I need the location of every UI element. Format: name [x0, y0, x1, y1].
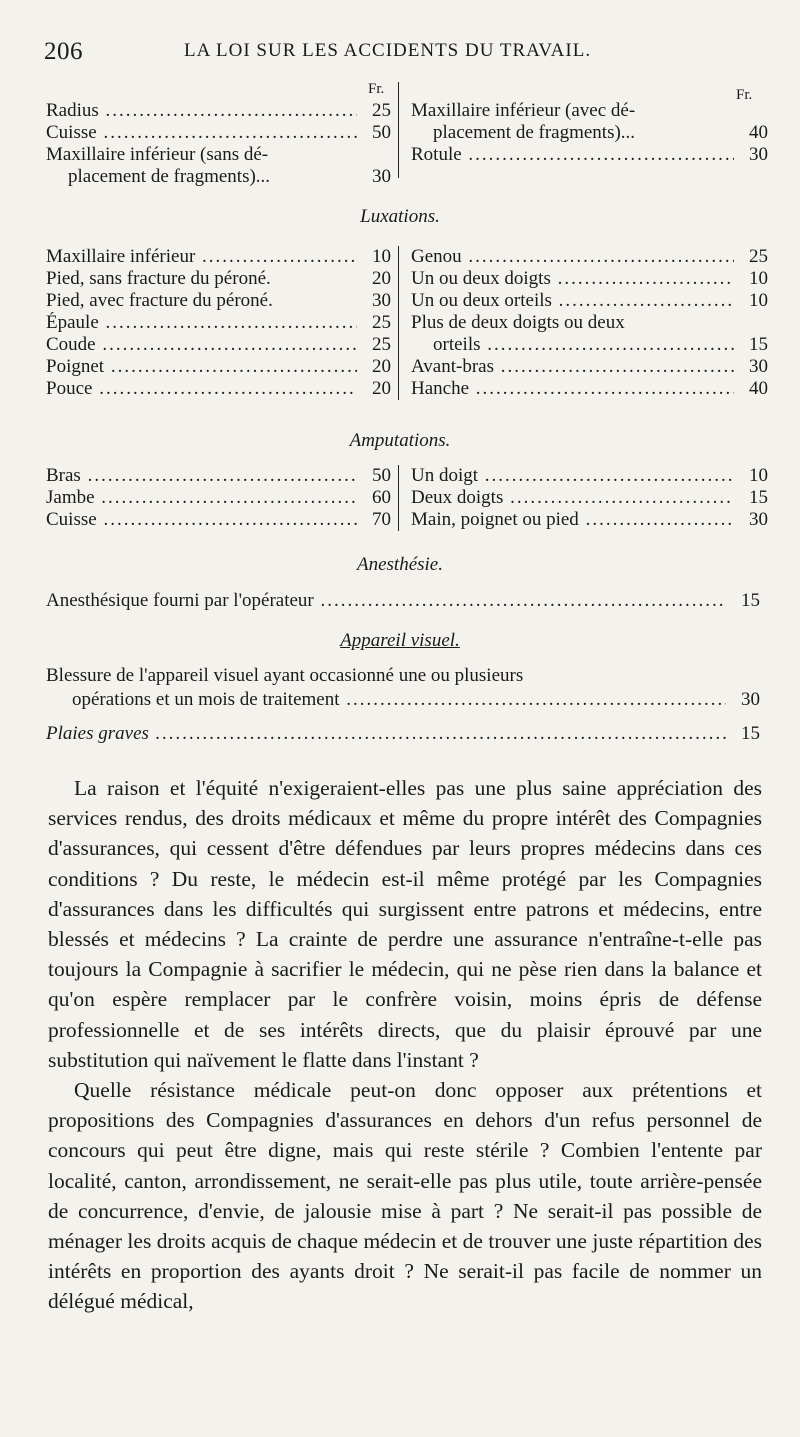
table-row: Poignet ..... 20 — [46, 356, 391, 378]
amputations-left-column — [46, 465, 391, 531]
table-row: Radius ..... 25 — [46, 100, 391, 122]
table-row: Pied, sans fracture du péroné. 20 — [46, 268, 391, 289]
table-row: Un doigt ..... 10 — [411, 465, 768, 487]
table-row: Bras ..... 50 — [46, 465, 391, 487]
table-row: placement de fragments)... 40 — [433, 122, 768, 143]
section-title-luxations: Luxations. — [360, 206, 440, 227]
table-row: Pouce ..... 20 — [46, 378, 391, 400]
appareil-visuel-line2: opérations et un mois de traitement ..... 30 — [46, 689, 760, 711]
appareil-visuel-line1: Blessure de l'appareil visuel ayant occasionné une ou plusieurs — [46, 665, 524, 686]
plaies-graves-row: Plaies graves ..... 15 — [46, 723, 760, 745]
table-row: Jambe ..... 60 — [46, 487, 391, 509]
amputations-right-column — [398, 465, 768, 531]
unit-left: Fr. — [368, 81, 385, 97]
anesthesie-row: Anesthésique fourni par l'opérateur ..... 15 — [46, 590, 760, 612]
table-row: Pied, avec fracture du péroné. 30 — [46, 290, 391, 311]
section-title-anesthesie: Anesthésie. — [356, 554, 443, 575]
body-text — [48, 773, 762, 1317]
unit-right: Fr. — [736, 87, 753, 103]
table-row: Un ou deux doigts ..... 10 — [411, 268, 768, 290]
section-title-amputations: Amputations. — [349, 430, 451, 451]
table-row: Cuisse ..... 70 — [46, 509, 391, 531]
table-row: Genou ..... 25 — [411, 246, 768, 268]
table-row: Épaule ..... 25 — [46, 312, 391, 334]
table-row: Un ou deux orteils ..... 10 — [411, 290, 768, 312]
page-header — [44, 38, 764, 68]
table-row: orteils ..... 15 — [411, 334, 768, 356]
running-title: LA LOI SUR LES ACCIDENTS DU TRAVAIL. — [184, 40, 592, 61]
paragraph: La raison et l'équité n'exigeraient-elles pas une plus saine appréciation des services rendus, des droits médicaux et même du propre intérêt des Compagnies d'assurances, qui cessent d'être défendues par leurs propres médecins dans ces conditions ? Du reste, le médecin est-il même protégé par les Compagnies d'assurances dans les difficultés qui surgissent entre patrons et médecins, entre blessés et médecins ? La crainte de perdre une assurance n'entraîne-t-elle pas toujours la Compagnie à sacrifier le médecin, qui ne pèse rien dans la balance et qu'on espère remplacer par le confrère voisin, moins épris de défense professionnelle et de ses intérêts directs, que du plaisir éprouvé par une substitution qui naïvement le flatte dans l'instant ? — [48, 776, 762, 1072]
table-row: Hanche ..... 40 — [411, 378, 768, 400]
table-row: Maxillaire inférieur (sans dé- — [46, 144, 269, 165]
table-row: Main, poignet ou pied ..... 30 — [411, 509, 768, 531]
luxations-left-column — [46, 246, 391, 400]
table-row: Maxillaire inférieur (avec dé- — [411, 100, 636, 121]
table-row: Rotule ..... 30 — [411, 144, 768, 166]
fractures-right-column — [398, 82, 768, 178]
luxations-right-column — [398, 246, 768, 400]
table-row: Avant-bras ..... 30 — [411, 356, 768, 378]
paragraph: Quelle résistance médicale peut-on donc opposer aux prétentions et propositions des Compagnies d'assurances en dehors d'un refus personnel de concours qui peut être digne, mais qui reste stérile ? Combien l'entente par localité, canton, arrondissement, ne serait-elle pas plus utile, toute arrière-pensée de concurrence, d'envie, de jalousie mise à part ? Ne serait-il pas possible de ménager les droits acquis de chaque médecin et de trouver une juste répartition des intérêts en proportion des ayants droit ? Ne serait-il pas facile de nommer un délégué médical, — [48, 1078, 762, 1314]
table-row: placement de fragments)... 30 — [68, 166, 391, 187]
table-row: Coude ..... 25 — [46, 334, 391, 356]
table-row: Maxillaire inférieur ..... 10 — [46, 246, 391, 268]
page-number: 206 — [44, 38, 83, 65]
table-row: Deux doigts ..... 15 — [411, 487, 768, 509]
fractures-left-column — [46, 100, 391, 188]
table-row: Cuisse ..... 50 — [46, 122, 391, 144]
section-title-appareil-visuel: Appareil visuel. — [340, 630, 460, 651]
table-row: Plus de deux doigts ou deux — [411, 312, 625, 333]
